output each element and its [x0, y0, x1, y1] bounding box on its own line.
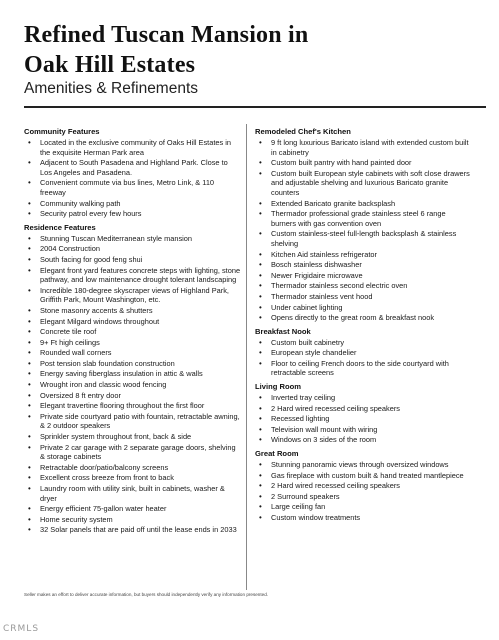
feature-item: • Gas fireplace with custom built & hand treated mantlepiece — [255, 471, 471, 481]
section-breakfast-nook — [255, 327, 471, 378]
feature-item: • Large ceiling fan — [255, 502, 471, 512]
feature-item: • Sprinkler system throughout front, back & side — [24, 432, 241, 442]
feature-item: • Thermador stainless vent hood — [255, 292, 471, 302]
feature-list — [24, 234, 241, 535]
feature-item: • Community walking path — [24, 199, 241, 209]
section-living-room — [255, 382, 471, 445]
feature-item: • Incredible 180-degree skyscraper views of Highland Park, Griffith Park, Mount Washington, etc. — [24, 286, 241, 305]
feature-item: • Kitchen Aid stainless refrigerator — [255, 250, 471, 260]
section-heading: Remodeled Chef's Kitchen — [255, 127, 351, 136]
feature-item: • 2004 Construction — [24, 244, 241, 254]
feature-item: • Concrete tile roof — [24, 327, 241, 337]
disclaimer: Seller makes an effort to deliver accurate information, but buyers should independently verify any information presented. — [24, 592, 269, 597]
feature-item: • Post tension slab foundation construction — [24, 359, 241, 369]
feature-list — [255, 138, 471, 323]
feature-item: • Stunning Tuscan Mediterranean style mansion — [24, 234, 241, 244]
feature-item: • Extended Baricato granite backsplash — [255, 199, 471, 209]
feature-item: • Opens directly to the great room & breakfast nook — [255, 313, 471, 323]
section-remodeled-chef-s-kitchen — [255, 127, 471, 323]
feature-item: • 32 Solar panels that are paid off until the lease ends in 2033 — [24, 525, 241, 535]
title-line-2: Oak Hill Estates — [24, 52, 196, 78]
left-column — [24, 127, 241, 539]
section-heading: Community Features — [24, 127, 100, 136]
feature-item: • Custom built pantry with hand painted door — [255, 158, 471, 168]
feature-item: • Under cabinet lighting — [255, 303, 471, 313]
feature-item: • European style chandelier — [255, 348, 471, 358]
feature-item: • 2 Hard wired recessed ceiling speakers — [255, 404, 471, 414]
page-subtitle: Amenities & Refinements — [24, 80, 199, 97]
title-line-1: Refined Tuscan Mansion in — [24, 22, 309, 48]
feature-item: • Custom window treatments — [255, 513, 471, 523]
feature-item: • Recessed lighting — [255, 414, 471, 424]
feature-item: • Windows on 3 sides of the room — [255, 435, 471, 445]
feature-item: • South facing for good feng shui — [24, 255, 241, 265]
feature-list — [255, 460, 471, 523]
feature-item: • Custom stainless-steel full-length backsplash & stainless shelving — [255, 229, 471, 248]
feature-item: • Oversized 8 ft entry door — [24, 391, 241, 401]
section-heading: Living Room — [255, 382, 301, 392]
right-column — [255, 127, 471, 527]
feature-item: • Home security system — [24, 515, 241, 525]
feature-list — [255, 393, 471, 445]
feature-item: • Stunning panoramic views through oversized windows — [255, 460, 471, 470]
feature-item: • 9 ft long luxurious Baricato island with extended custom built in cabinetry — [255, 138, 471, 157]
feature-list — [255, 338, 471, 378]
feature-item: • Security patrol every few hours — [24, 209, 241, 219]
feature-item: • Located in the exclusive community of Oaks Hill Estates in the exquisite Herman Park area — [24, 138, 241, 157]
feature-item: • 2 Surround speakers — [255, 492, 471, 502]
column-divider — [246, 124, 247, 590]
feature-item: • Thermador professional grade stainless steel 6 range burners with gas convention oven — [255, 209, 471, 228]
feature-item: • Elegant Milgard windows throughout — [24, 317, 241, 327]
feature-item: • Floor to ceiling French doors to the side courtyard with retractable screens — [255, 359, 471, 378]
section-community-features — [24, 127, 241, 219]
page-title — [24, 20, 308, 80]
feature-item: • Wrought iron and classic wood fencing — [24, 380, 241, 390]
feature-item: • Elegant travertine flooring throughout the first floor — [24, 401, 241, 411]
feature-item: • Television wall mount with wiring — [255, 425, 471, 435]
feature-item: • Excellent cross breeze from front to back — [24, 473, 241, 483]
feature-item: • Bosch stainless dishwasher — [255, 260, 471, 270]
feature-item: • 2 Hard wired recessed ceiling speakers — [255, 481, 471, 491]
feature-item: • Adjacent to South Pasadena and Highland Park. Close to Los Angeles and Pasadena. — [24, 158, 241, 177]
feature-item: • Custom built European style cabinets with soft close drawers and adjustable shelving and luxurious Baricato granite counters — [255, 169, 471, 198]
feature-item: • Private side courtyard patio with fountain, retractable awning, & 2 outdoor speakers — [24, 412, 241, 431]
section-heading: Breakfast Nook — [255, 326, 311, 336]
feature-list — [24, 138, 241, 219]
feature-item: • Stone masonry accents & shutters — [24, 306, 241, 316]
feature-item: • Rounded wall corners — [24, 348, 241, 358]
feature-item: • Inverted tray ceiling — [255, 393, 471, 403]
crmls-logo: CRMLS — [3, 624, 40, 634]
section-heading: Residence Features — [24, 222, 96, 232]
section-heading: Great Room — [255, 449, 299, 459]
feature-item: • Newer Frigidaire microwave — [255, 271, 471, 281]
section-great-room — [255, 449, 471, 523]
feature-item: • 9+ Ft high ceilings — [24, 338, 241, 348]
header-rule — [24, 106, 486, 108]
feature-item: • Convenient commute via bus lines, Metro Link, & 110 freeway — [24, 178, 241, 197]
feature-item: • Private 2 car garage with 2 separate garage doors, shelving & storage cabinets — [24, 443, 241, 462]
feature-item: • Elegant front yard features concrete steps with lighting, stone pathway, and low maintenance drought tolerant landscaping — [24, 266, 241, 285]
feature-item: • Thermador stainless second electric oven — [255, 281, 471, 291]
feature-item: • Energy efficient 75-gallon water heater — [24, 504, 241, 514]
section-residence-features — [24, 223, 241, 535]
feature-item: • Energy saving fiberglass insulation in attic & walls — [24, 369, 241, 379]
feature-item: • Laundry room with utility sink, built in cabinets, washer & dryer — [24, 484, 241, 503]
feature-item: • Retractable door/patio/balcony screens — [24, 463, 241, 473]
feature-item: • Custom built cabinetry — [255, 338, 471, 348]
